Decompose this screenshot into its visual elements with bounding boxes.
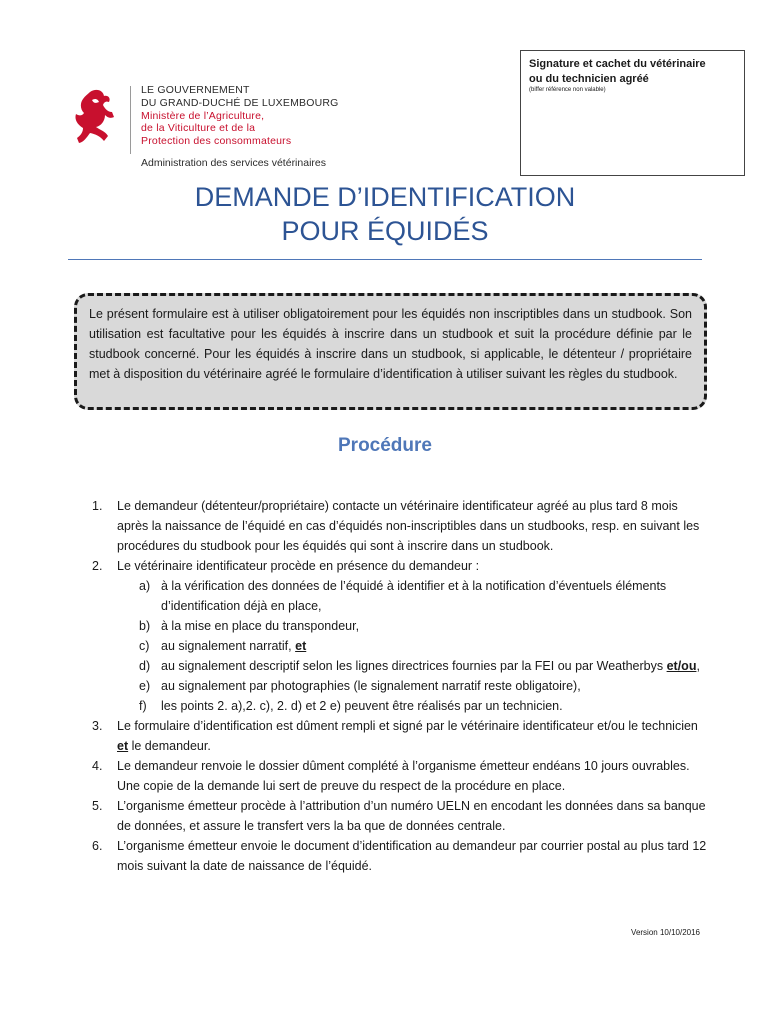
sub-letter: a) — [139, 579, 151, 593]
gov-line-1: LE GOUVERNEMENT — [141, 84, 250, 96]
sub-text: au signalement narratif, — [161, 639, 292, 653]
sub-text-after: , — [696, 659, 700, 673]
page-title-line-1: DEMANDE D’IDENTIFICATION — [194, 182, 576, 212]
emphasis: et — [117, 739, 129, 753]
step-number: 2. — [92, 559, 103, 573]
government-block — [141, 84, 339, 148]
sub-letter: f) — [139, 699, 147, 713]
list-item — [92, 836, 707, 876]
red-lion-icon — [70, 86, 118, 146]
page-title — [70, 180, 700, 248]
step-text: Le demandeur renvoie le dossier dûment complété à l’organisme émetteur endéans 10 jours ouvrables. Une copie de la demande lui sert de preuve du respect de la procédure en place. — [117, 759, 690, 793]
sub-text: les points 2. a),2. c), 2. d) et 2 e) peuvent être réalisés par un technicien. — [161, 699, 563, 713]
procedure-steps — [92, 496, 707, 876]
sub-list-item — [139, 576, 707, 616]
sub-letter: d) — [139, 659, 151, 673]
sub-letter: c) — [139, 639, 150, 653]
sub-list-item — [139, 696, 707, 716]
emphasis: et — [295, 639, 307, 653]
sub-text: au signalement par photographies (le signalement narratif reste obligatoire), — [161, 679, 581, 693]
list-item — [92, 756, 707, 796]
notice-box: Le présent formulaire est à utiliser obligatoirement pour les équidés non inscriptibles dans un studbook. Son utilisation est facultative pour les équidés à inscrire dans un studbook et suit la procédure définie par le studbook concerné. Pour les équidés à inscrire dans un studbook, si applicable, le détenteur / propriétaire met à disposition du vétérinaire agréé le formulaire d’identification à utiliser suivant les règles du studbook. — [74, 293, 707, 410]
step-text: L’organisme émetteur envoie le document d’identification au demandeur par courrier postal au plus tard 12 mois suivant la date de naissance de l’équidé. — [117, 839, 707, 873]
administration-name: Administration des services vétérinaires — [141, 157, 326, 169]
step-text-b: le demandeur. — [131, 739, 211, 753]
sub-letter: b) — [139, 619, 151, 633]
ministry-line-1: Ministère de l’Agriculture, — [141, 109, 265, 122]
signature-title-line-1: Signature et cachet du vétérinaire — [529, 58, 706, 70]
signature-note: (biffer référence non valable) — [529, 87, 606, 93]
step-number: 5. — [92, 799, 103, 813]
sub-list-item — [139, 636, 707, 656]
list-item — [92, 556, 707, 716]
list-item — [92, 716, 707, 756]
page-title-line-2: POUR ÉQUIDÉS — [281, 216, 489, 246]
header-divider — [130, 86, 131, 154]
procedure-heading: Procédure — [338, 435, 432, 456]
signature-box[interactable] — [520, 50, 745, 176]
sub-text: au signalement descriptif selon les lignes directrices fournies par la FEI ou par Weatherbys — [161, 659, 664, 673]
sub-letter: e) — [139, 679, 151, 693]
step-text: Le formulaire d’identification est dûment rempli et signé par le vétérinaire identificateur et/ou le technicien — [117, 719, 698, 733]
version-label: Version 10/10/2016 — [631, 928, 700, 937]
ministry-line-2: de la Viticulture et de la — [141, 122, 256, 135]
step-number: 4. — [92, 759, 103, 773]
sub-list-item — [139, 676, 707, 696]
sub-text: à la mise en place du transpondeur, — [161, 619, 360, 633]
step-number: 6. — [92, 839, 103, 853]
list-item — [92, 496, 707, 556]
sub-list-item — [139, 616, 707, 636]
step-text: Le vétérinaire identificateur procède en présence du demandeur : — [117, 559, 480, 573]
gov-line-2: DU GRAND-DUCHÉ DE LUXEMBOURG — [141, 96, 339, 109]
signature-title-line-2: ou du technicien agréé — [529, 72, 649, 85]
title-divider — [68, 259, 702, 260]
ministry-line-3: Protection des consommateurs — [141, 135, 292, 148]
sub-list-item — [139, 656, 707, 676]
step-text: L’organisme émetteur procède à l’attribution d’un numéro UELN en encodant les données dans sa banque de données, et assure le transfert vers la ba que de données centrale. — [117, 799, 706, 833]
list-item — [92, 796, 707, 836]
step-number: 1. — [92, 499, 103, 513]
step-text: Le demandeur (détenteur/propriétaire) contacte un vétérinaire identificateur agréé au plus tard 8 mois après la naissance de l’équidé en cas d’équidés non-inscriptibles dans un studbooks, resp. en suivant les procédures du studbook pour les équidés qui sont à inscrire dans un studbook. — [117, 499, 700, 553]
emphasis: et/ou — [666, 659, 697, 673]
sub-text: à la vérification des données de l’équidé à identifier et à la notification d’éventuels éléments d’identification déjà en place, — [161, 579, 667, 613]
sub-steps — [117, 576, 707, 716]
step-number: 3. — [92, 719, 103, 733]
